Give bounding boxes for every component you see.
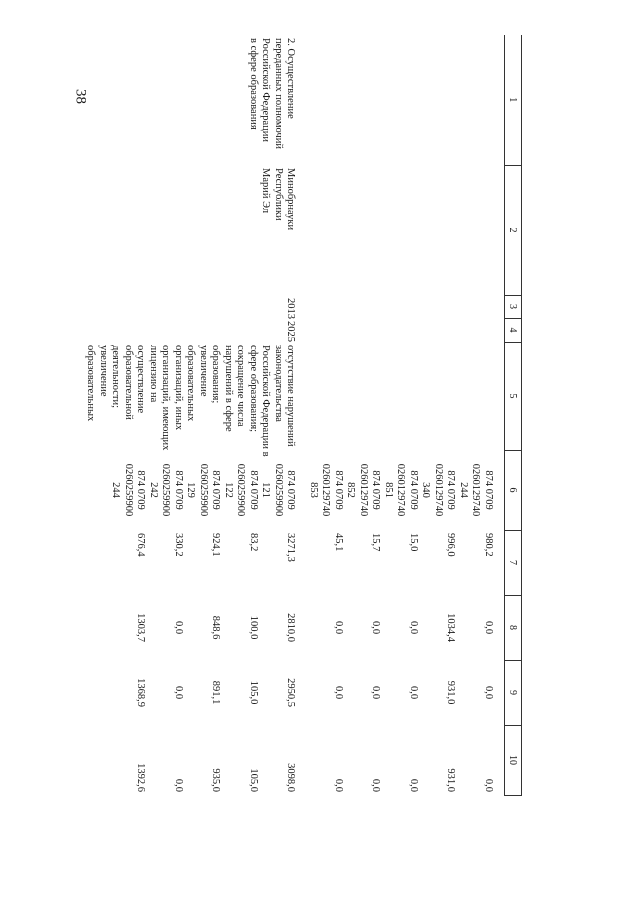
- value-col7: 3271,3 83,2 924,1 330,2 676,4: [135, 533, 297, 562]
- empty-cell: [307, 318, 505, 342]
- column-number: 2: [505, 165, 522, 295]
- table-row-main: [84, 35, 307, 795]
- expected-result-cell: отсутствие нарушений законодательства Российской Федерации в сфере образования; сокращение числа нарушений в сфере образования; увеличение образовательных организаций, иных организаций, имеющих лицензию на осуществление образовательной деятельности; увеличение образовательных: [85, 345, 297, 457]
- value-col10: 0,0 931,0 0,0 0,0 0,0: [333, 768, 494, 792]
- column-number: 10: [505, 725, 522, 795]
- value-col9: 0,0 931,0 0,0 0,0 0,0: [333, 680, 494, 705]
- column-number: 4: [505, 318, 522, 342]
- empty-cell: [307, 35, 505, 165]
- value-col10: 3098,0 105,0 935,0 0,0 1392,6: [135, 763, 297, 792]
- column-number: 1: [505, 35, 522, 165]
- column-number-row: [505, 35, 522, 795]
- value-col8: 0,0 1034,4 0,0 0,0 0,0: [333, 613, 494, 642]
- value-col8: 2810,0 100,0 848,6 0,0 1303,7: [135, 613, 297, 642]
- empty-cell: [307, 165, 505, 295]
- table-row: [307, 35, 505, 795]
- budget-code-cell: 874 0709 0260129740 244 874 0709 0260129740 340 874 0709 0260129740 851 874 0709 0260129740 852 874 0709 0260129740 853: [308, 463, 494, 517]
- start-year-cell: 2013: [285, 298, 297, 319]
- rotated-table-frame: [87, 35, 522, 795]
- column-number: 3: [505, 295, 522, 318]
- empty-cell: [307, 295, 505, 318]
- column-number: 5: [505, 342, 522, 450]
- column-number: 9: [505, 660, 522, 725]
- column-number: 8: [505, 595, 522, 660]
- activity-name-cell: 2. Осуществление переданных полномочий Российской Федерации в сфере образования: [248, 38, 297, 150]
- budget-table: [84, 35, 522, 796]
- budget-code-cell: 874 0709 0260259900 121 874 0709 0260259900 122 874 0709 0260259900 129 874 0709 0260259900 242 874 0709 0260259900 244: [110, 463, 297, 517]
- executor-cell: Минобрнауки Республики Марий Эл: [260, 168, 297, 231]
- value-col7: 980,2 996,0 15,0 15,7 45,1: [333, 533, 494, 557]
- end-year-cell: 2025: [285, 321, 297, 342]
- value-col9: 2950,5 105,0 891,1 0,0 1368,9: [135, 678, 297, 707]
- column-number: 6: [505, 450, 522, 530]
- page-number: 38: [72, 89, 89, 104]
- empty-cell: [307, 342, 505, 450]
- column-number: 7: [505, 530, 522, 595]
